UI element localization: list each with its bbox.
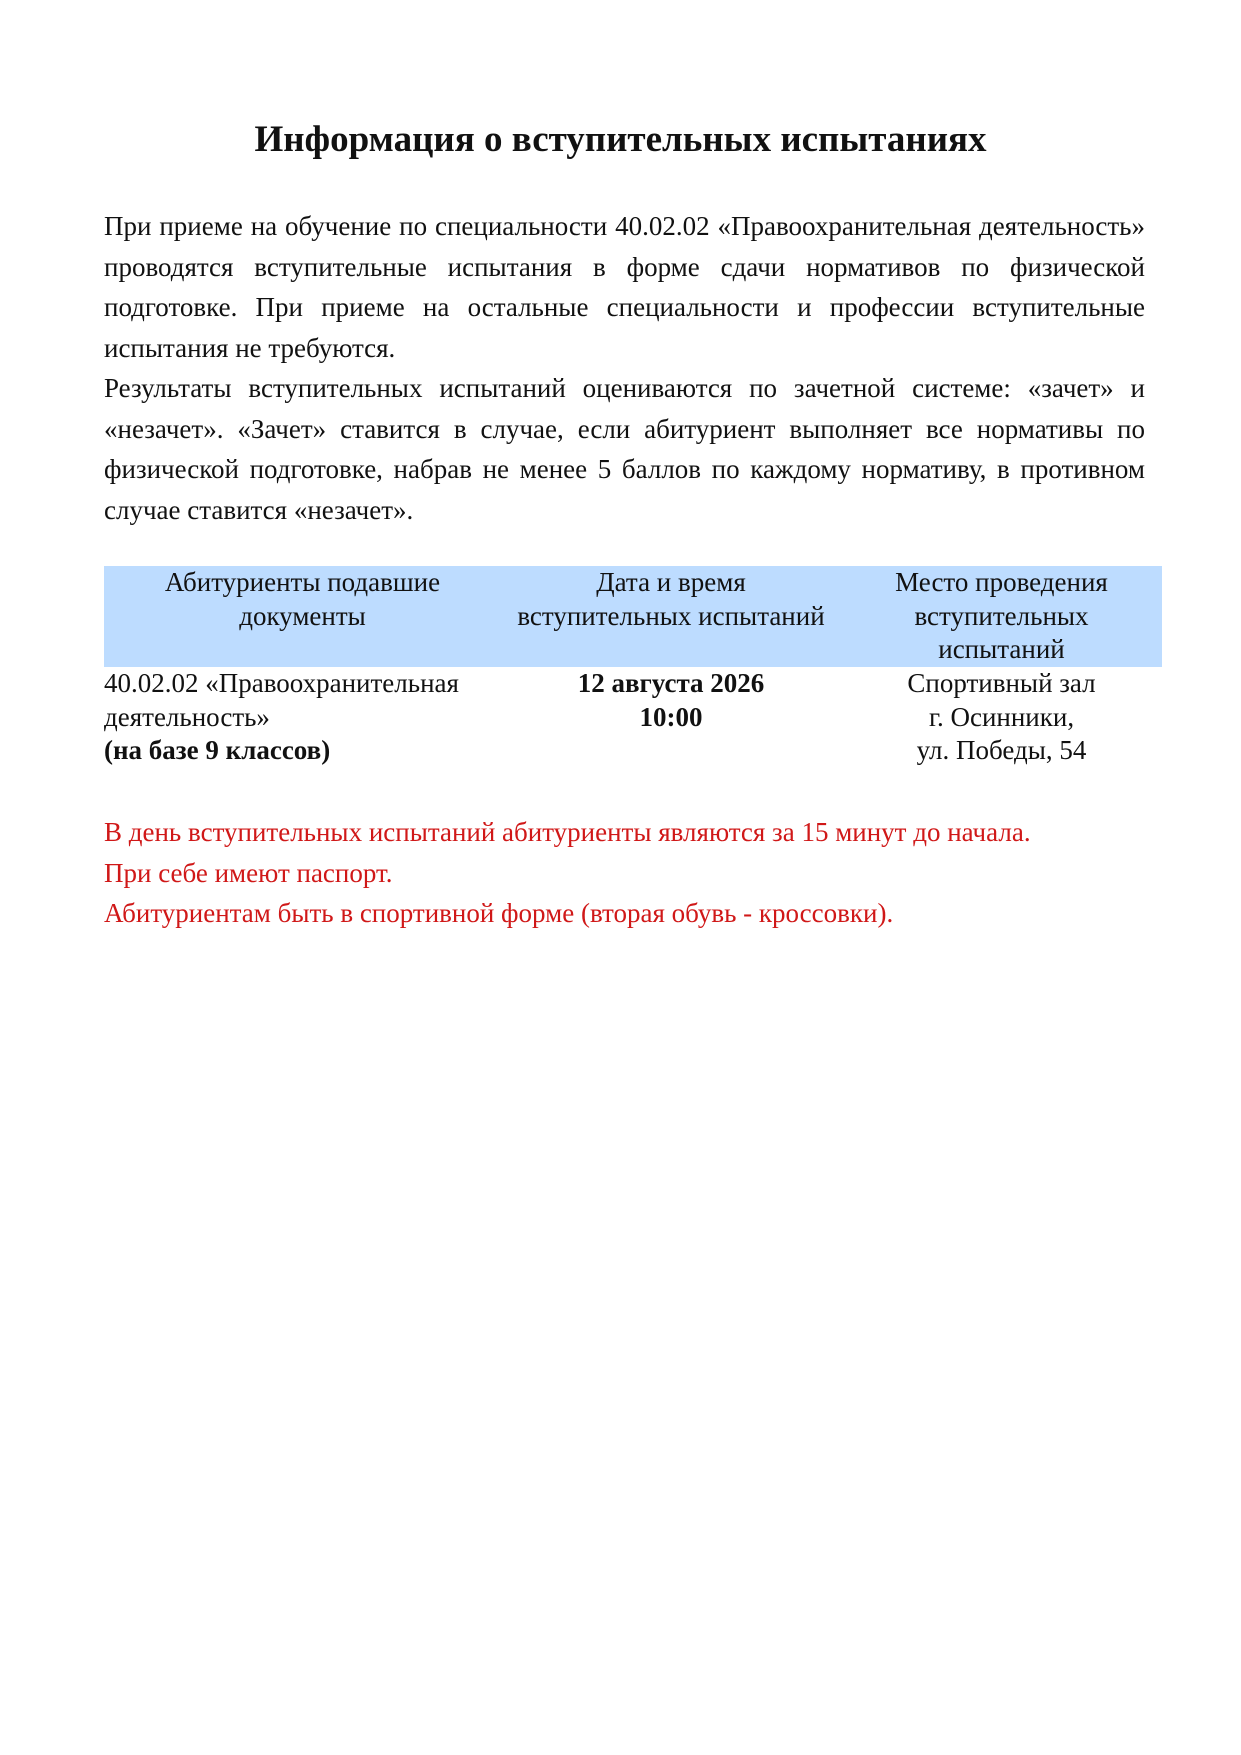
header-applicants: Абитуриенты подавшие документы: [164, 567, 441, 631]
notes-block: [104, 812, 1164, 934]
header-datetime: Дата и время вступительных испытаний: [517, 567, 825, 631]
cell-place: Спортивный зал г. Осинники, ул. Победы, 54: [907, 668, 1096, 765]
exam-table: [104, 566, 1162, 768]
table-row: [104, 667, 1162, 768]
note-arrival: В день вступительных испытаний абитуриенты являются за 15 минут до начала.: [104, 817, 1031, 847]
note-passport: При себе имеют паспорт.: [104, 857, 393, 888]
header-place: Место проведения вступительных испытаний: [895, 567, 1108, 664]
paragraph-results: Результаты вступительных испытаний оцениваются по зачетной системе: «зачет» и «незачет». «Зачет» ставится в случае, если абитуриент выполняет все нормативы по физической подготовке, набрав не менее 5 баллов по каждому нормативу, в противном случае ставится «незачет».: [104, 373, 1145, 525]
cell-specialty: 40.02.02 «Правоохранительная деятельность» (на базе 9 классов): [104, 668, 459, 765]
paragraph-admission: При приеме на обучение по специальности 40.02.02 «Правоохранительная деятельность» проводятся вступительные испытания в форме сдачи нормативов по физической подготовке. При приеме на остальные специальности и профессии вступительные испытания не требуются.: [104, 211, 1145, 363]
page-title: Информация о вступительных испытаниях: [254, 119, 987, 160]
cell-datetime: 12 августа 2026 10:00: [577, 668, 765, 732]
table-header-row: [104, 566, 1162, 667]
note-sportswear: Абитуриентам быть в спортивной форме (вторая обувь - кроссовки).: [104, 898, 894, 928]
